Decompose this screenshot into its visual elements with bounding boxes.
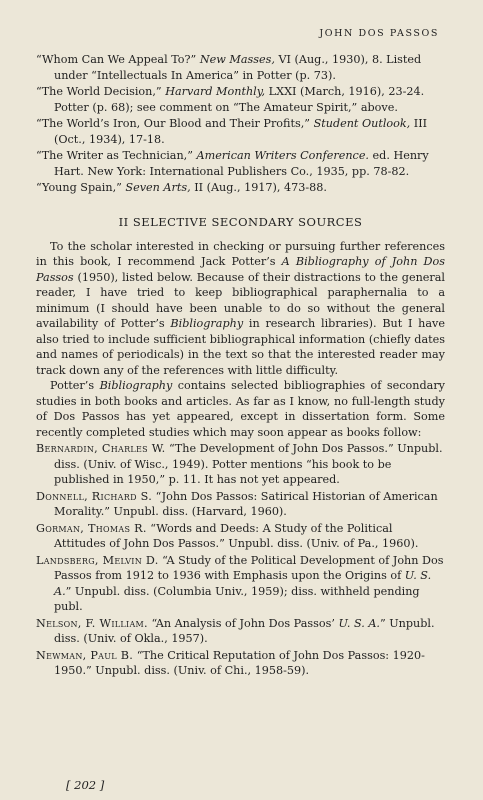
reference-entry: Landsberg, Melvin D. “A Study of the Political Development of John Dos Passos from 1912 to 1936 with Emphasis upon the Origins of U. S. A.” Unpubl. diss. (Columbia Univ., 1959); diss. withheld pending publ. [36,553,444,613]
bibliography-entry: “The World Decision,” Harvard Monthly, LXXI (March, 1916), 23-24. Potter (p. 68); see comment on “The Amateur Spirit,” above. [36,85,425,114]
secondary-paragraph: Potter’s Bibliography contains selected bibliographies of secondary studies in both books and articles. As far as I know, no full-length study of Dos Passos has yet appeared, except in dissertation form. Some recently completed studies which may soon appear as books follow: [36,379,446,439]
bibliography-entry: “The Writer as Technician,” American Writers Conference. ed. Henry Hart. New York: International Publishers Co., 1935, pp. 78-82. [36,149,429,178]
bibliography-entry: “Young Spain,” Seven Arts, II (Aug., 1917), 473-88. [36,181,327,194]
reference-entry: Newman, Paul B. “The Critical Reputation of John Dos Passos: 1920-1950.” Unpubl. diss. (Univ. of Chi., 1958-59). [36,648,425,677]
running-head: JOHN DOS PASSOS [319,28,439,39]
section-heading: II SELECTIVE SECONDARY SOURCES [118,214,363,229]
intro-paragraph: To the scholar interested in checking or pursuing further references in this book, I recommend Jack Potter’s A Bibliography of John Dos Passos (1950), listed below. Because of their distractions to the general reader, I have tried to keep bibliographical paraphernalia to a minimum (I should have been unable to do so without the general availability of Potter’s Bibliography in research libraries). But I have also tried to include sufficient bibliographical information (chiefly dates and names of periodicals) in the text so that the interested reader may track down any of the references with little difficulty. [36,239,445,377]
bibliography-entry: “The World’s Iron, Our Blood and Their Profits,” Student Outlook, III (Oct., 1934), 17-18. [36,117,428,146]
reference-entry: Nelson, F. William. “An Analysis of John Dos Passos’ U. S. A.” Unpubl. diss. (Univ. of Okla., 1957). [36,616,435,645]
author-name: Newman, Paul B. [36,648,134,662]
author-name: Donnell, Richard S. [36,489,153,503]
author-name: Gorman, Thomas R. [36,521,147,535]
secondary-entries-list [36,441,445,679]
reference-entry: Gorman, Thomas R. “Words and Deeds: A Study of the Political Attitudes of John Dos Passos.” Unpubl. diss. (Univ. of Pa., 1960). [36,521,419,550]
author-name: Bernardin, Charles W. [36,442,166,455]
author-name: Nelson, F. William. [36,616,148,630]
page-number: [ 202 ] [66,778,105,792]
author-name: Landsberg, Melvin D. [36,553,159,567]
reference-entry: Bernardin, Charles W. “The Development of John Dos Passos.” Unpubl. diss. (Univ. of Wisc., 1949). Potter mentions “his book to be published in 1950,” p. 11. It has not yet appeared. [36,442,443,486]
primary-entries-list [36,52,445,196]
reference-entry: Donnell, Richard S. “John Dos Passos: Satirical Historian of American Morality.” Unpubl. diss. (Harvard, 1960). [36,489,438,518]
bibliography-entry: “Whom Can We Appeal To?” New Masses, VI (Aug., 1930), 8. Listed under “Intellectuals In America” in Potter (p. 73). [36,53,422,82]
